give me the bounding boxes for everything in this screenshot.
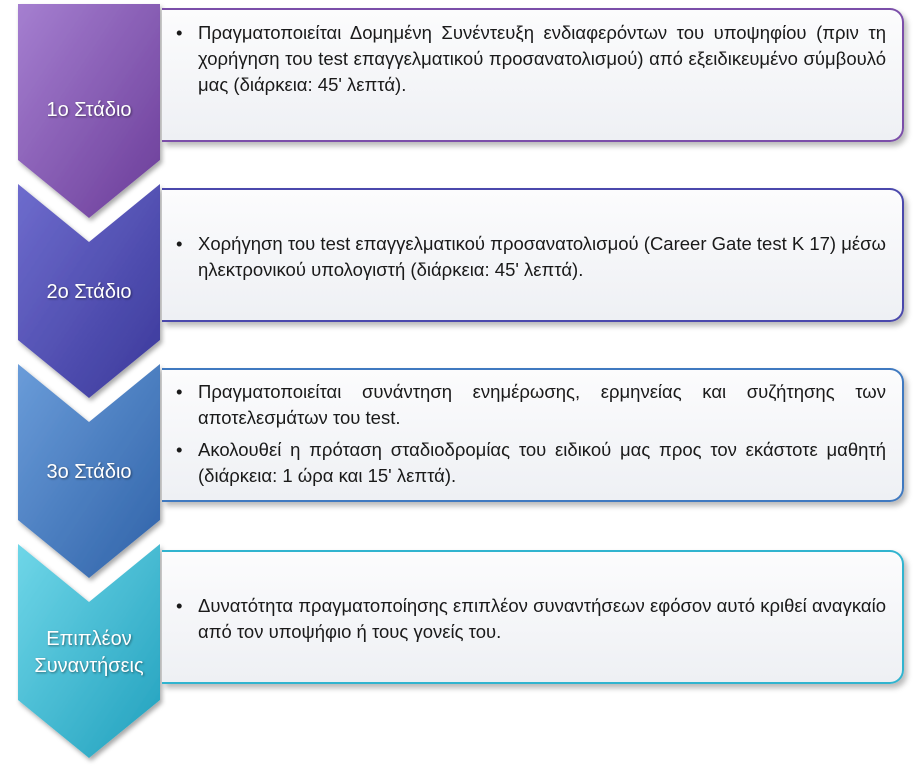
stage-4-item: • Δυνατότητα πραγματοποίησης επιπλέον συναντήσεων εφόσον αυτό κριθεί αναγκαίο από τον υποψήφιο ή τους γονείς του. [176, 595, 886, 642]
bullet-dot-icon: • [176, 22, 183, 43]
bullet-dot-icon: • [176, 595, 183, 616]
stage-2-label: 2ο Στάδιο [46, 281, 132, 303]
stage-1-label: 1ο Στάδιο [46, 99, 132, 121]
stage-4-label: Επιπλέον Συναντήσεις [34, 628, 144, 677]
stage-2-description-box [162, 188, 904, 322]
stage-1-item: • Πραγματοποιείται Δομημένη Συνέντευξη ενδιαφερόντων του υποψηφίου (πριν τη χορήγηση του test επαγγελματικού προσανατολισμού) από εξειδικευμένο σύμβουλό μας (διάρκεια: 45' λεπτά). [176, 22, 886, 95]
stage-4-description-box [162, 550, 904, 684]
stage-1-description-box [162, 8, 904, 142]
stage-3-item-1: • Πραγματοποιείται συνάντηση ενημέρωσης, ερμηνείας και συζήτησης των αποτελεσμάτων του test. [176, 381, 886, 428]
stage-3-item-2: • Ακολουθεί η πρόταση σταδιοδρομίας του ειδικού μας προς τον εκάστοτε μαθητή (διάρκεια: 1 ώρα και 15' λεπτά). [176, 439, 886, 486]
stage-2-item: • Χορήγηση του test επαγγελματικού προσανατολισμού (Career Gate test K 17) μέσω ηλεκτρονικού υπολογιστή (διάρκεια: 45' λεπτά). [176, 233, 886, 280]
stage-3-description-box [162, 368, 904, 502]
bullet-dot-icon: • [176, 439, 183, 460]
bullet-dot-icon: • [176, 381, 183, 402]
bullet-dot-icon: • [176, 233, 183, 254]
stage-3-label: 3ο Στάδιο [46, 461, 132, 483]
